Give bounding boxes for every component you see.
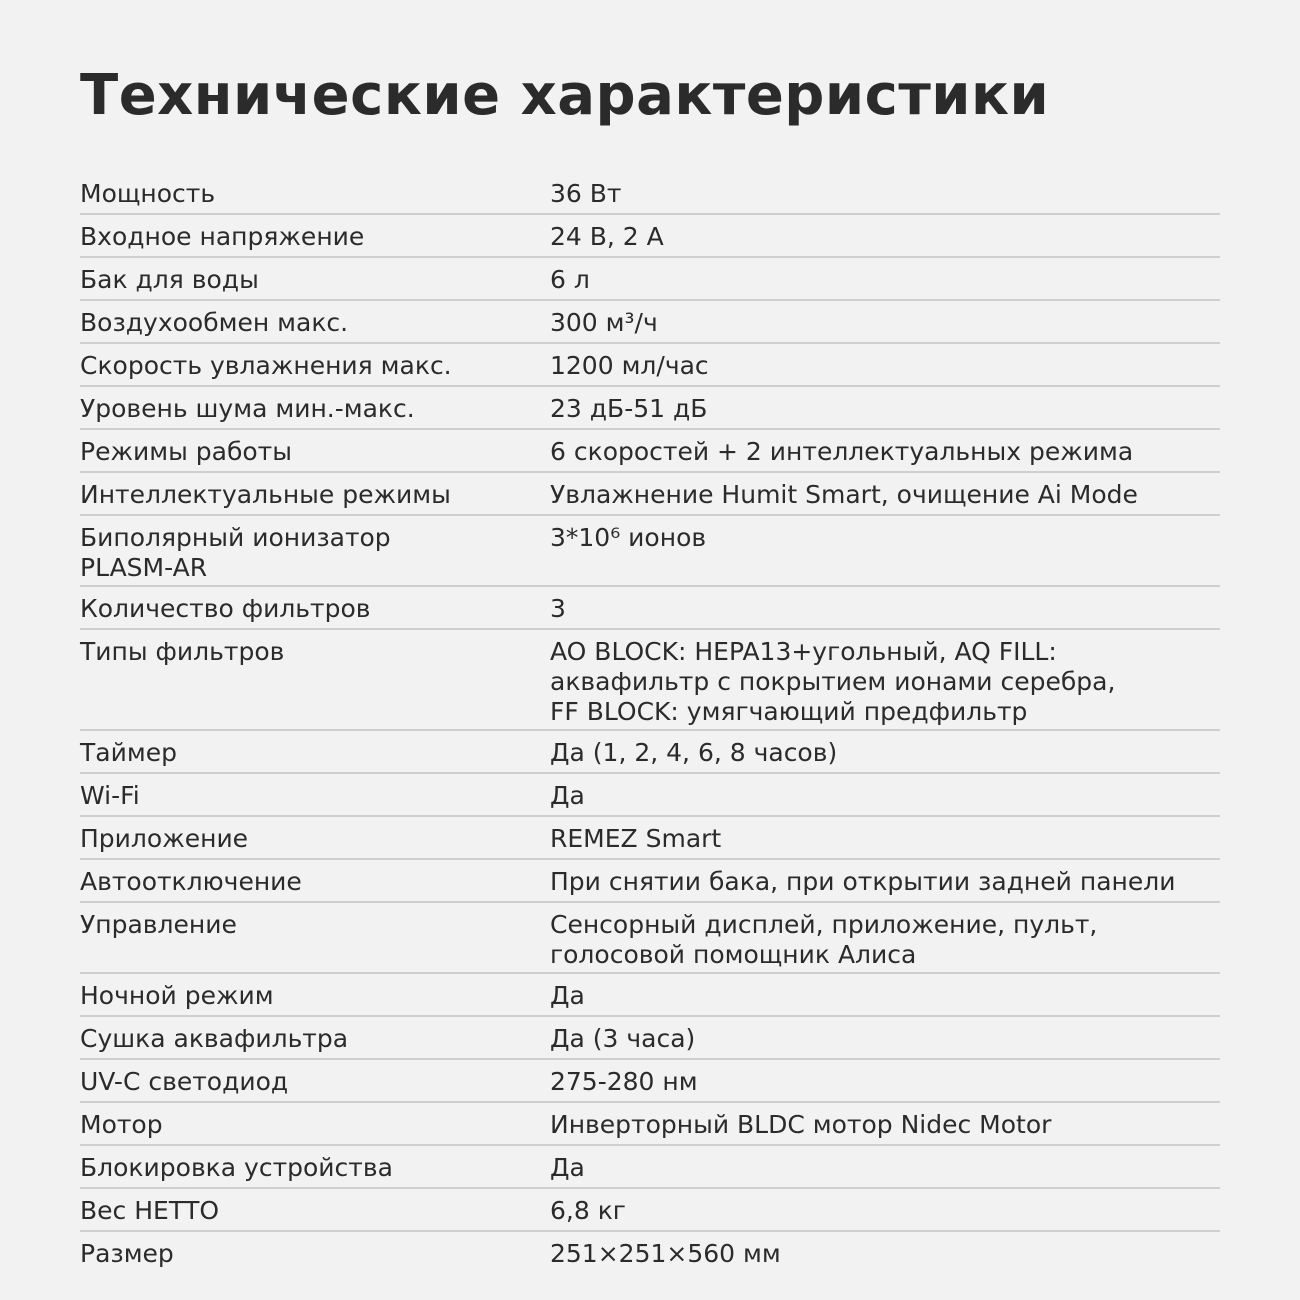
- spec-value: 3*10⁶ ионов: [550, 523, 707, 552]
- spec-value: Да: [550, 981, 585, 1010]
- spec-row: [80, 1060, 1220, 1103]
- spec-value: 300 м³/ч: [550, 308, 658, 337]
- spec-row: [80, 1017, 1220, 1060]
- spec-value: 36 Вт: [550, 179, 622, 208]
- spec-label: Таймер: [80, 738, 177, 767]
- spec-label: Мотор: [80, 1110, 163, 1139]
- spec-row: [80, 974, 1220, 1017]
- spec-row: [80, 387, 1220, 430]
- spec-row: [80, 430, 1220, 473]
- spec-value: 251×251×560 мм: [550, 1239, 781, 1268]
- spec-value: Увлажнение Humit Smart, очищение Ai Mode: [550, 480, 1138, 509]
- spec-label: Ночной режим: [80, 981, 274, 1010]
- spec-row: [80, 817, 1220, 860]
- spec-row: [80, 1232, 1220, 1273]
- spec-row: [80, 1146, 1220, 1189]
- spec-label: Мощность: [80, 179, 216, 208]
- spec-row: [80, 516, 1220, 587]
- spec-row: [80, 1103, 1220, 1146]
- spec-label: UV-C светодиод: [80, 1067, 289, 1096]
- spec-row: [80, 774, 1220, 817]
- spec-row: [80, 258, 1220, 301]
- spec-label: Уровень шума мин.-макс.: [80, 394, 415, 423]
- spec-row: [80, 731, 1220, 774]
- spec-row: [80, 587, 1220, 630]
- spec-label: Управление: [80, 910, 237, 939]
- spec-label: Автоотключение: [80, 867, 302, 896]
- spec-label: Воздухообмен макс.: [80, 308, 349, 337]
- spec-value: Сенсорный дисплей, приложение, пульт, голосовой помощник Алиса: [550, 910, 1098, 969]
- spec-value: 3: [550, 594, 566, 623]
- spec-value: 6,8 кг: [550, 1196, 626, 1225]
- spec-value: Да: [550, 781, 585, 810]
- spec-label: Wi-Fi: [80, 781, 140, 810]
- spec-label: Блокировка устройства: [80, 1153, 393, 1182]
- spec-label: Вес НЕТТО: [80, 1196, 220, 1225]
- spec-row: [80, 860, 1220, 903]
- spec-value: 6 л: [550, 265, 590, 294]
- spec-row: [80, 1189, 1220, 1232]
- spec-label: Режимы работы: [80, 437, 292, 466]
- spec-value: 275-280 нм: [550, 1067, 698, 1096]
- spec-label: Количество фильтров: [80, 594, 371, 623]
- spec-label: Бак для воды: [80, 265, 259, 294]
- spec-value: 24 В, 2 А: [550, 222, 664, 251]
- page-title: Технические характеристики: [80, 63, 1050, 128]
- spec-label: Приложение: [80, 824, 249, 853]
- spec-label: Размер: [80, 1239, 174, 1268]
- spec-sheet: [80, 62, 1220, 1273]
- spec-label: Интеллектуальные режимы: [80, 480, 451, 509]
- spec-row: [80, 301, 1220, 344]
- spec-value: Да (3 часа): [550, 1024, 696, 1053]
- spec-value: Да (1, 2, 4, 6, 8 часов): [550, 738, 838, 767]
- spec-label: Биполярный ионизатор PLASM-AR: [80, 523, 391, 582]
- spec-value: Да: [550, 1153, 585, 1182]
- spec-label: Сушка аквафильтра: [80, 1024, 349, 1053]
- spec-label: Входное напряжение: [80, 222, 365, 251]
- spec-label: Типы фильтров: [80, 637, 285, 666]
- spec-row: [80, 903, 1220, 974]
- spec-value: При снятии бака, при открытии задней панели: [550, 867, 1176, 896]
- spec-row: [80, 344, 1220, 387]
- spec-value: AO BLOCK: HEPA13+угольный, AQ FILL: аквафильтр с покрытием ионами серебра, FF BLOCK: умягчающий предфильтр: [550, 637, 1116, 726]
- spec-row: [80, 630, 1220, 731]
- spec-label: Скорость увлажнения макс.: [80, 351, 452, 380]
- spec-value: 6 скоростей + 2 интеллектуальных режима: [550, 437, 1134, 466]
- spec-row: [80, 172, 1220, 215]
- spec-row: [80, 473, 1220, 516]
- spec-value: REMEZ Smart: [550, 824, 722, 853]
- spec-value: 23 дБ-51 дБ: [550, 394, 708, 423]
- spec-value: Инверторный BLDC мотор Nidec Motor: [550, 1110, 1052, 1139]
- spec-value: 1200 мл/час: [550, 351, 709, 380]
- spec-row: [80, 215, 1220, 258]
- spec-table: [80, 172, 1220, 1273]
